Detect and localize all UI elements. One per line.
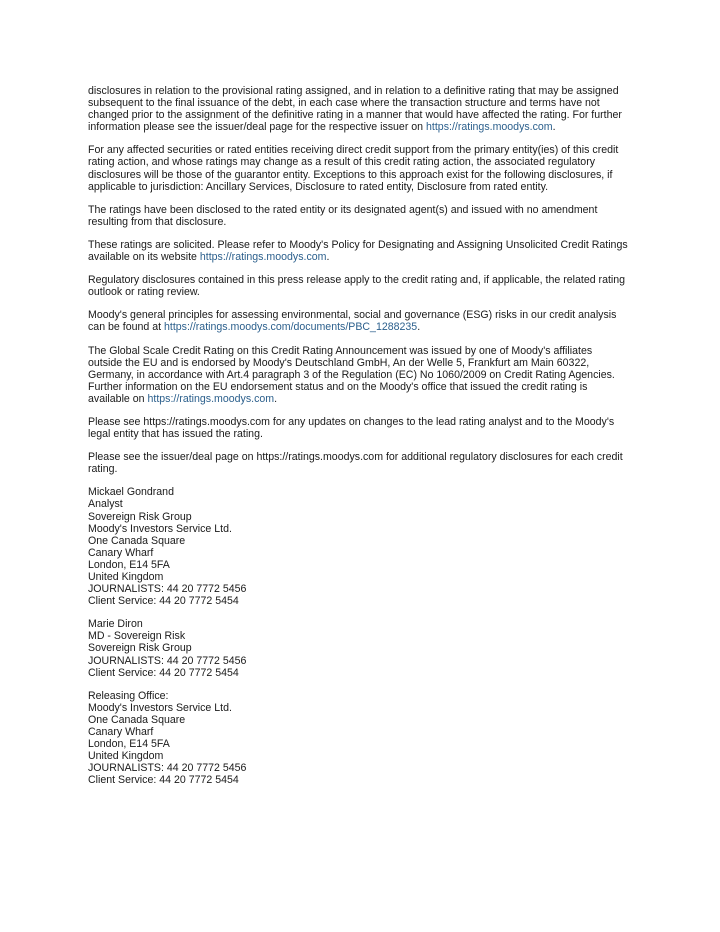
contact-line: One Canada Square bbox=[88, 713, 186, 726]
paragraph-text: The Global Scale Credit Rating on this Credit Rating Announcement was issued by one of Moody's affiliates outside the EU and is endorsed by Moody's Deutschland GmbH, An der Welle 5, Frankfurt am Main 60322, Germany, in accordance with Art.4 paragraph 3 of the Regulation (EC) No 1060/2009 on Credit Rating Agencies. Further information on the EU endorsement status and on the Moody's office that issued the credit rating is available on bbox=[88, 344, 615, 405]
contact-line: JOURNALISTS: 44 20 7772 5456 bbox=[88, 654, 247, 667]
paragraph-esg: Moody's general principles for assessing environmental, social and governance (ESG) risks in our credit analysis can be found at https://ratings.moodys.com/documents/PBC_1288235. bbox=[88, 309, 617, 334]
paragraph-provisional-rating: disclosures in relation to the provisional rating assigned, and in relation to a definitive rating that may be assigned subsequent to the final issuance of the debt, in each case where the transaction structure and terms have not changed prior to the assignment of the definitive rating in a manner that would have affected the rating. For further information please see the issuer/deal page for the respective issuer on https://ratings.moodys.com. bbox=[88, 85, 622, 134]
contact-block-md bbox=[88, 618, 628, 678]
paragraph-text: Please see https://ratings.moodys.com for any updates on changes to the lead rating analyst and to the Moody's legal entity that has issued the rating. bbox=[88, 415, 615, 441]
contact-line: Canary Wharf bbox=[88, 726, 154, 739]
contact-line: Releasing Office: bbox=[88, 689, 169, 702]
paragraph-lead-analyst bbox=[88, 416, 628, 440]
contact-line: Sovereign Risk Group bbox=[88, 510, 192, 523]
contact-line: Sovereign Risk Group bbox=[88, 642, 192, 655]
contact-line: Canary Wharf bbox=[88, 546, 154, 559]
paragraph-text: disclosures in relation to the provisional rating assigned, and in relation to a definitive rating that may be assigned subsequent to the final issuance of the debt, in each case where the transaction structure and terms have not changed prior to the assignment of the definitive rating in a manner that would have affected the rating. For further information please see the issuer/deal page for the respective issuer on bbox=[88, 85, 622, 134]
esg-document-link[interactable]: https://ratings.moodys.com/documents/PBC_1288235 bbox=[163, 321, 418, 334]
contact-line: One Canada Square bbox=[88, 534, 186, 547]
contact-line: London, E14 5FA bbox=[88, 558, 170, 571]
contact-line: Moody's Investors Service Ltd. bbox=[88, 522, 232, 535]
paragraph-disclosed bbox=[88, 204, 628, 228]
document-page bbox=[88, 85, 628, 798]
paragraph-guarantor bbox=[88, 144, 628, 192]
contact-line: MD - Sovereign Risk bbox=[88, 630, 186, 643]
ratings-link[interactable]: https://ratings.moodys.com bbox=[147, 392, 275, 405]
paragraph-text: These ratings are solicited. Please refer to Moody's Policy for Designating and Assigning Unsolicited Credit Ratings available on its website bbox=[88, 238, 628, 264]
ratings-link[interactable]: https://ratings.moodys.com bbox=[199, 251, 327, 264]
contact-line: Analyst bbox=[88, 498, 123, 511]
paragraph-text: The ratings have been disclosed to the rated entity or its designated agent(s) and issued with no amendment resulting from that disclosure. bbox=[88, 203, 598, 228]
contact-line: United Kingdom bbox=[88, 571, 164, 583]
contact-line: JOURNALISTS: 44 20 7772 5456 bbox=[88, 583, 247, 596]
paragraph-text: Regulatory disclosures contained in this press release apply to the credit rating and, if applicable, the related rating outlook or rating review. bbox=[88, 274, 626, 299]
contact-line: United Kingdom bbox=[88, 750, 164, 763]
contact-line: Mickael Gondrand bbox=[88, 486, 174, 499]
paragraph-eu-endorsement: The Global Scale Credit Rating on this Credit Rating Announcement was issued by one of Moody's affiliates outside the EU and is endorsed by Moody's Deutschland GmbH, An der Welle 5, Frankfurt am Main 60322, Germany, in accordance with Art.4 paragraph 3 of the Regulation (EC) No 1060/2009 on Credit Rating Agencies. Further information on the EU endorsement status and on the Moody's office that issued the credit rating is available on https://ratings.moodys.com. bbox=[88, 344, 615, 405]
paragraph-text: Moody's general principles for assessing environmental, social and governance (ESG) risks in our credit analysis can be found at bbox=[88, 309, 617, 334]
ratings-link[interactable]: https://ratings.moodys.com bbox=[426, 121, 553, 134]
contact-line: Client Service: 44 20 7772 5454 bbox=[88, 774, 239, 787]
paragraph-text: For any affected securities or rated entities receiving direct credit support from the primary entity(ies) of this credit rating action, and whose ratings may change as a result of this credit rating action, the associated regulatory disclosures will be those of the guarantor entity. Exceptions to this approach exist for the following disclosures, if applicable to jurisdiction: Ancillary Services, Disclosure to rated entity, Disclosure from rated entity. bbox=[88, 144, 619, 193]
paragraph-solicited: These ratings are solicited. Please refer to Moody's Policy for Designating and Assigning Unsolicited Credit Ratings available on its website https://ratings.moodys.com. bbox=[88, 238, 628, 264]
contact-block-analyst bbox=[88, 486, 628, 607]
paragraph-regulatory bbox=[88, 274, 628, 298]
paragraph-text: Please see the issuer/deal page on https://ratings.moodys.com for additional regulatory disclosures for each credit rating. bbox=[88, 451, 623, 476]
contact-block-releasing-office bbox=[88, 690, 628, 787]
contact-line: Client Service: 44 20 7772 5454 bbox=[88, 666, 239, 679]
contact-line: Marie Diron bbox=[88, 618, 143, 631]
contact-line: JOURNALISTS: 44 20 7772 5456 bbox=[88, 762, 247, 775]
contact-line: Client Service: 44 20 7772 5454 bbox=[88, 595, 239, 608]
contact-line: London, E14 5FA bbox=[88, 738, 170, 751]
contact-line: Moody's Investors Service Ltd. bbox=[88, 701, 232, 714]
paragraph-issuer-page bbox=[88, 451, 628, 475]
